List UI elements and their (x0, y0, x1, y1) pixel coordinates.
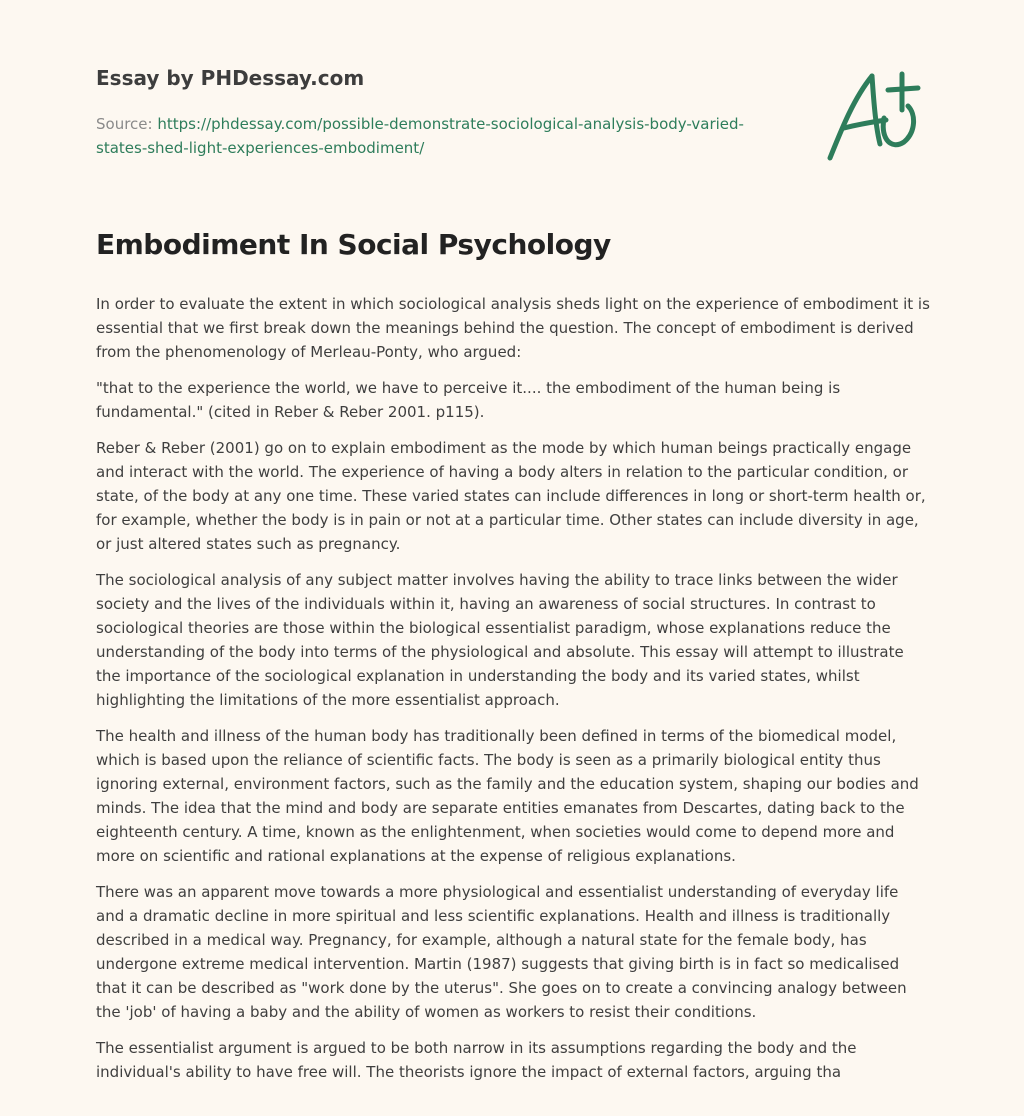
essay-paragraph: There was an apparent move towards a more physiological and essentialist understanding of everyday life and a dramatic decline in more spiritual and less scientific explanations. Health and illness is traditionally described in a medical way. Pregnancy, for example, although a natural state for the female body, has undergone extreme medical intervention. Martin (1987) suggests that giving birth is in fact so medicalised that it can be described as "work done by the uterus". She goes on to create a convincing analogy between the 'job' of having a baby and the ability of women as workers to resist their conditions. (96, 883, 907, 1021)
essay-paragraph: The sociological analysis of any subject matter involves having the ability to trace links between the wider society and the lives of the individuals within it, having an awareness of social structures. In contrast to sociological theories are those within the biological essentialist paradigm, whose explanations reduce the understanding of the body into terms of the physiological and absolute. This essay will attempt to illustrate the importance of the sociological explanation in understanding the body and its varied states, whilst highlighting the limitations of the more essentialist approach. (96, 571, 904, 709)
essay-paragraph: Reber & Reber (2001) go on to explain embodiment as the mode by which human beings practically engage and interact with the world. The experience of having a body alters in relation to the particular condition, or state, of the body at any one time. These varied states can include differences in long or short-term health or, for example, whether the body is in pain or not at a particular time. Other states can include diversity in age, or just altered states such as pregnancy. (96, 439, 926, 553)
essay-paragraph: The health and illness of the human body has traditionally been defined in terms of the biomedical model, which is based upon the reliance of scientific facts. The body is seen as a primarily biological entity thus ignoring external, environment factors, such as the family and the education system, shaping our bodies and minds. The idea that the mind and body are separate entities emanates from Descartes, dating back to the eighteenth century. A time, known as the enlightenment, when societies would come to depend more and more on scientific and rational explanations at the expense of religious explanations. (96, 727, 919, 865)
essay-paragraph: "that to the experience the world, we have to perceive it.... the embodiment of the human being is fundamental." (cited in Reber & Reber 2001. p115). (96, 379, 841, 421)
source-label: Source: (96, 115, 153, 133)
page-header (96, 64, 776, 160)
essay-paragraph: In order to evaluate the extent in which sociological analysis sheds light on the experience of embodiment it is essential that we first break down the meanings behind the question. The concept of embodiment is derived from the phenomenology of Merleau-Ponty, who argued: (96, 295, 930, 361)
site-title: Essay by PHDessay.com (96, 66, 365, 90)
a-plus-logo-icon (820, 66, 930, 166)
essay-paragraph: The essentialist argument is argued to be both narrow in its assumptions regarding the body and the individual's ability to have free will. The theorists ignore the impact of external factors, arguing tha (96, 1039, 857, 1081)
source-link[interactable]: https://phdessay.com/possible-demonstrate-sociological-analysis-body-varied-states-shed-light-experiences-embodiment/ (96, 115, 744, 157)
essay-title: Embodiment In Social Psychology (96, 228, 611, 261)
source-line (96, 112, 776, 160)
essay-article (96, 224, 931, 1096)
